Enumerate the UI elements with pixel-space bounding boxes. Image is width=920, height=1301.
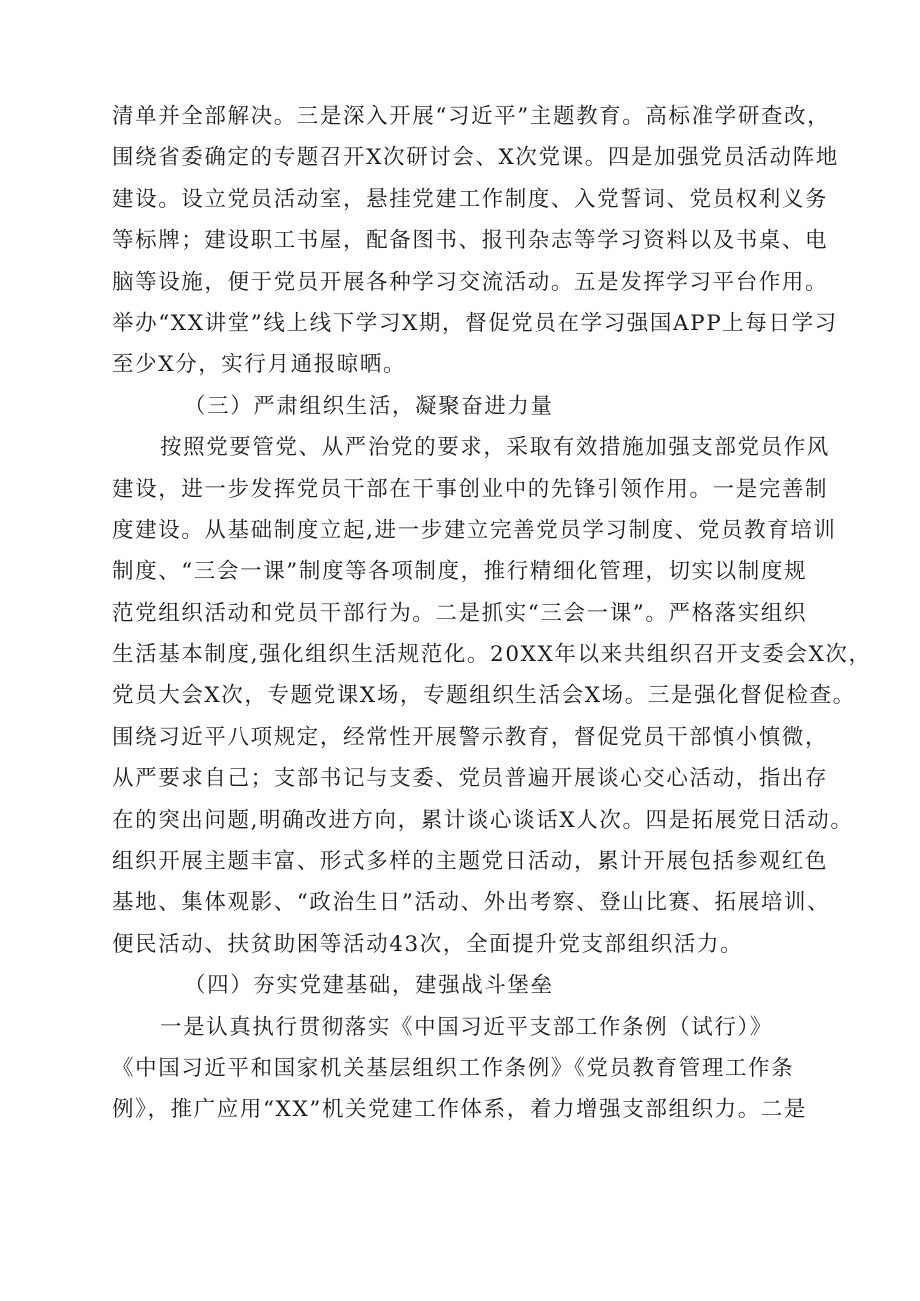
- body-line: 基地、集体观影、“政治生日”活动、外出考察、登山比赛、拓展培训、: [112, 890, 831, 916]
- body-line: 《中国习近平和国家机关基层组织工作条例》《党员教育管理工作条: [112, 1055, 795, 1081]
- body-line: 范党组织活动和党员干部行为。二是抓实“三会一课”。严格落实组织: [112, 600, 808, 626]
- body-line: 围绕习近平八项规定，经常性开展警示教育，督促党员干部慎小慎微，: [112, 724, 829, 750]
- body-line: 生活基本制度,强化组织生活规范化。20XX年以来共组织召开支委会X次，: [112, 642, 872, 668]
- body-line: 脑等设施，便于党员开展各种学习交流活动。五是发挥学习平台作用。: [112, 269, 829, 295]
- body-line: 举办“XX讲堂”线上线下学习X期，督促党员在学习强国APP上每日学习: [112, 310, 838, 336]
- body-line: 建设。设立党员活动室，悬挂党建工作制度、入党誓词、党员权利义务: [112, 186, 829, 212]
- body-line: 便民活动、扶贫助困等活动43次，全面提升党支部组织活力。: [112, 931, 744, 957]
- body-line: 建设，进一步发挥党员干部在干事创业中的先锋引领作用。一是完善制: [112, 476, 829, 502]
- body-line: 等标牌；建设职工书屋，配备图书、报刊杂志等学习资料以及书桌、电: [112, 228, 829, 254]
- body-line: 在的突出问题,明确改进方向，累计谈心谈话X人次。四是拓展党日活动。: [112, 807, 854, 833]
- body-line: 度建设。从基础制度立起,进一步建立完善党员学习制度、党员教育培训: [112, 517, 837, 543]
- section-heading-3: （三）严肃组织生活，凝聚奋进力量: [184, 393, 554, 419]
- paragraph-first-line: 一是认真执行贯彻落实《中国习近平支部工作条例（试行）》: [160, 1014, 773, 1040]
- body-line: 从严要求自己；支部书记与支委、党员普遍开展谈心交心活动，指出存: [112, 766, 829, 792]
- paragraph-first-line: 按照党要管党、从严治党的要求，采取有效措施加强支部党员作风: [160, 435, 830, 461]
- body-line: 组织开展主题丰富、形式多样的主题党日活动，累计开展包括参观红色: [112, 849, 829, 875]
- body-line: 党员大会X次，专题党课X场，专题组织生活会X场。三是强化督促检查。: [112, 683, 856, 709]
- document-body: [112, 96, 872, 1131]
- body-line: 围绕省委确定的专题召开X次研讨会、X次党课。四是加强党员活动阵地: [112, 145, 839, 171]
- body-line: 清单并全部解决。三是深入开展“习近平”主题教育。高标准学研查改，: [112, 104, 831, 129]
- body-line: 至少X分，实行月通报晾晒。: [112, 352, 407, 378]
- body-line: 制度、“三会一课”制度等各项制度，推行精细化管理，切实以制度规: [112, 559, 808, 585]
- body-line: 例》，推广应用“XX”机关党建工作体系，着力增强支部组织力。二是: [112, 1097, 808, 1123]
- section-heading-4: （四）夯实党建基础，建强战斗堡垒: [184, 973, 554, 999]
